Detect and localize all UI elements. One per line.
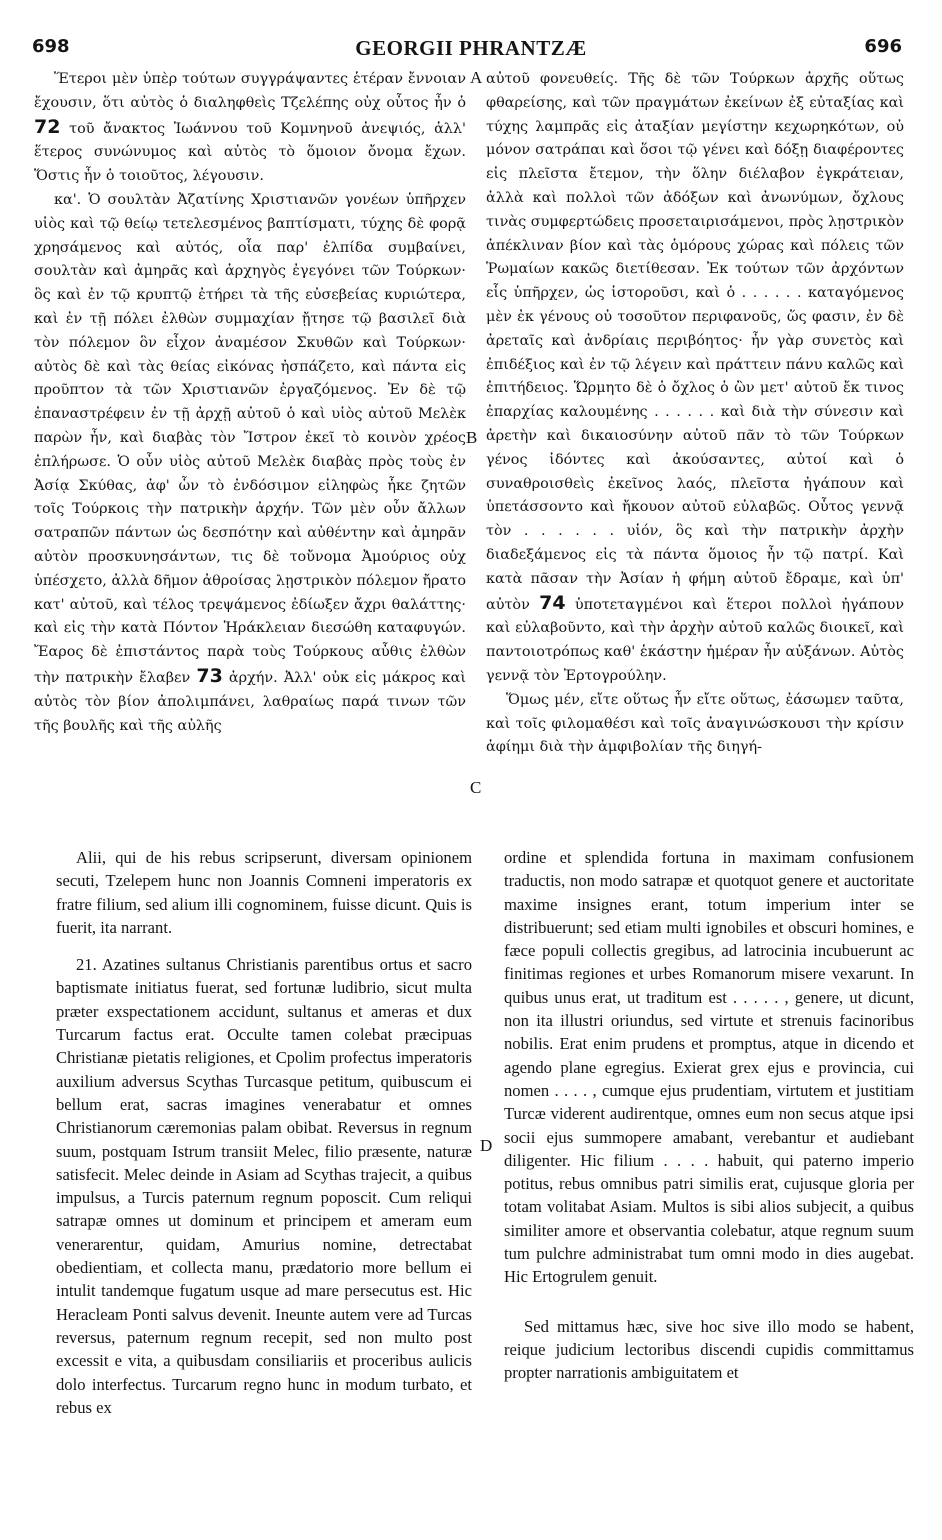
page-number-right: 696 [864, 36, 902, 57]
latin-paragraph: 21. Azatines sultanus Christianis parentibus ortus et sacro baptismate initiatus fuerat, sed fortunæ ludibrio, sicut multa præter exspectationem accidunt, sultanus et ameras et dux Turcarum factus erat. Occulte tamen colebat præcipuas Christianæ pietatis religiones, et Cpolim profectus imperatoris auxilium adversus Scythas Turcasque petitum, quibuscum ei bellum erat, sacras imagines venerabatur et omnes Christianorum cæremonias palam obibat. Reversus in regnum suum, postquam Istrum transiit Melec, filio præsente, naturæ satisfecit. Melec deinde in Asiam ad Scythas trajecit, a quibus impulsus, a Turcis paternum regnum poposcit. Cum reliqui satrapæ omnes ut dominum et principem et ameram eum venerarentur, quidam, Amurius nomine, detrectabat obedientiam, et collecta manu, prædatorio more bellum ei intulit tandemque fugatum usque ad mare persecutus est. Hic Heracleam Ponti salvus devenit. Ineunte autem vere ad Turcas reversus, paternum regnum recepit, sed non multo post excessit e vita, a quibusdam consiliariis et proceribus aulicis dolo interfectus. Turcarum regno hunc in modum turbato, et rebus ex [56, 955, 472, 1417]
margin-letter-d: D [480, 1136, 493, 1155]
running-title: GEORGII PHRANTZÆ [355, 36, 587, 60]
greek-paragraph: Ὅμως μέν, εἴτε οὕτως ἦν εἴτε οὕτως, ἐάσωμεν ταῦτα, καὶ τοῖς φιλομαθέσι καὶ τοῖς ἀναγινώσκουσι τὴν κρίσιν ἀφίημι διὰ τὴν ἀμφιβολίαν τῆς διηγή- [486, 691, 904, 756]
running-header [0, 34, 942, 64]
greek-column-right [486, 68, 904, 760]
greek-paragraph: κα'. Ὁ σουλτὰν Ἀζατίνης Χριστιανῶν γονέων ὑπῆρχεν υἱὸς καὶ τῷ θείῳ τετελεσμένος βαπτίσματι, τύχης δὲ φορᾷ χρησάμενος καὶ αὐτός, οἷα παρ' ἐλπίδα συμβαίνει, σουλτὰν καὶ ἀμηρᾶς καὶ ἀρχηγὸς ἐγεγόνει τῶν Τούρκων· ὃς καὶ ἐν τῷ κρυπτῷ ἐτήρει τὰ τῆς εὐσεβείας κυριώτερα, καὶ ἐν τῇ πόλει ἐλθὼν συμμαχίαν ᾔτησε τῷ βασιλεῖ διὰ τὸν πόλεμον ὃν εἶχον ἀναμέσον Σκυθῶν καὶ Τούρκων· αὐτὸς δὲ καὶ τὰς θείας εἰκόνας ἠσπάζετο, καὶ πάντα εἰς προῦπτον τὰ τῶν Χριστιανῶν ἐργαζόμενος. Ἐν δὲ τῷ ἐπαναστρέφειν ἐν τῇ ἀρχῇ αὐτοῦ ὁ καὶ υἱὸς αὐτοῦ Μελὲκ παρὼν ἦν, καὶ διαβὰς τὸν Ἴστρον ἐκεῖ τὸ κοινὸν χρέος ἐπλήρωσε. Ὁ οὖν υἱὸς αὐτοῦ Μελὲκ διαβὰς πρὸς τοὺς ἐν Ἀσίᾳ Σκύθας, ἀφ' ὧν τὸ ἐνδόσιμον εἰληφὼς ἧκε ζητῶν τοῖς Τούρκοις τὴν πατρικὴν ἀρχήν. Τῶν μὲν οὖν ἄλλων σατραπῶν πάντων ὡς δεσπότην καὶ αὐθέντην καὶ ἀμηρᾶν αὐτὸν προσκυνησάντων, τις δὲ τοὔνομα Ἀμούριος οὐχ ὑπέσχετο, ἀλλὰ δῆμον ἀθροίσας λῃστρικὸν πόλεμον ἤρατο κατ' αὐτοῦ, καὶ τέλος τρεψάμενος ἐδίωξεν ἄχρι θαλάττης· καὶ εἰς τὴν κατὰ Πόντον Ἡράκλειαν διεσώθη καταφυγών. Ἔαρος δὲ ἐπιστάντος παρὰ τοὺς Τούρκους αὖθις ἐλθὼν τὴν πατρικὴν ἔλαβεν 73 ἀρχήν. Ἀλλ' οὐκ εἰς μάκρος καὶ αὐτὸς τὸν βίον ἀπολιμπάνει, λαθραίως παρά τινων τῶν τῆς βουλῆς καὶ τῆς αὐλῆς [34, 191, 467, 734]
latin-paragraph: Sed mittamus hæc, sive hoc sive illo modo se habent, reique judicium lectoribus discendi cupidis committamus propter narrationis ambiguitatem et [504, 1316, 914, 1383]
folio-marker: 74 [539, 591, 566, 614]
folio-marker: 72 [34, 115, 61, 138]
folio-marker: 73 [196, 664, 223, 687]
page-number-left: 698 [32, 36, 70, 57]
greek-paragraph: Ἕτεροι μὲν ὑπὲρ τούτων συγγράψαντες ἑτέραν ἔννοιαν ἔχουσιν, ὅτι αὐτὸς ὁ διαληφθεὶς Τζελέπης οὐχ οὗτος ἦν ὁ 72 τοῦ ἄνακτος Ἰωάννου τοῦ Κομνηνοῦ ἀνεψιός, ἀλλ' ἕτερος συνώνυμος καὶ αὐτὸς τὸ ὅμοιον ὄνομα ἔχων. Ὅστις ἦν ὁ τοιοῦτος, λέγουσιν. [34, 71, 467, 185]
margin-letter-b: B [466, 428, 478, 447]
margin-letter-c: C [470, 778, 482, 797]
margin-letter-a: A [470, 68, 483, 87]
latin-paragraph: ordine et splendida fortuna in maximam confusionem traductis, non modo satrapæ et quotquot genere et auctoritate maxime insignes erant, totum imperium inter se distribuerunt; sed etiam multi ignobiles et obscuri homines, e fæce populi collectis gregibus, ad latrocinia incubuerunt ac finitimas regiones et urbes Romanorum misere vexarunt. In quibus unus erat, ut traditum est . . . . . , genere, ut dicunt, non ita illustri oriundus, sed virtute et strenuis facinoribus nobilis. Erat enim prudens et promptus, atque in dicendo et agendo plane egregius. Exierat grex ejus e provincia, cui nomen . . . . , cumque ejus prudentiam, virtutem et justitiam Turcæ viderent audirentque, omnes eum non secus atque ipsi socii ejus summopere amabant, verebantur et audiebant diligenter. Hic filium . . . . habuit, qui paterno imperio potitus, rebus omnibus patri similis erat, cujusque gloria per totam volitabat Asiam. Multos is sibi alios subjecit, a quibus similiter amore et observantia colebatur, atque regnum suum tum pulchre administrabat tum omni modo in dies augebat. Hic Ertogrulem genuit. [504, 848, 914, 1287]
latin-paragraph: Alii, qui de his rebus scripserunt, diversam opinionem secuti, Tzelepem hunc non Joannis Comneni imperatoris ex fratre filium, sed alium illi cognominem, fuisse dicunt. Quis is fuerit, ita narrant. [56, 848, 472, 937]
latin-column-right [504, 846, 914, 1385]
greek-paragraph: αὐτοῦ φονευθείς. Τῆς δὲ τῶν Τούρκων ἀρχῆς οὕτως φθαρείσης, καὶ τῶν πραγμάτων ἐκείνων ἐξ εὐταξίας καὶ τύχης λαμπρᾶς εἰς ἀταξίαν μεγίστην κεχωρηκότων, οὐ μόνον σατράπαι καὶ ὅσοι τῷ γένει καὶ δόξῃ διαφέροντες εἰς πλεῖστα ἔτεμον, τὴν ὅλην διέλαβον ἐγκράτειαν, ἀλλὰ καὶ πολλοὶ τῶν ἀδόξων καὶ ἀνωνύμων, ὄχλους τινὰς συμφερτώδεις προσεταιρισάμενοι, πρὸς λῃστρικὸν ἀπέκλιναν βίον καὶ τὰς ὁμόρους χώρας καὶ πόλεις τῶν Ῥωμαίων κακῶς διετίθεσαν. Ἐκ τούτων τῶν ἀρχόντων εἷς ὑπῆρχεν, ὡς ἱστοροῦσι, καὶ ὁ . . . . . . καταγόμενος μὲν ἐκ γένους οὐ τοσοῦτον περιφανοῦς, ὥς φασιν, ἐν δὲ ἀρεταῖς καὶ ἀνδρίαις περιβόητος· ἦν γὰρ συνετὸς καὶ ἐπιδέξιος καὶ ἐν τῷ λέγειν καὶ πράττειν πάνυ καλῶς καὶ ἐπιτήδειος. Ὥρμητο δὲ ὁ ὄχλος ὁ ὢν μετ' αὐτοῦ ἔκ τινος ἐπαρχίας καλουμένης . . . . . . καὶ διὰ τὴν σύνεσιν καὶ ἀρετὴν καὶ δικαιοσύνην αὐτοῦ πᾶν τὸ τῶν Τούρκων γένος ἰδόντες καὶ ἀκούσαντες, αὐτοί καὶ ὁ συναθροισθεὶς ἐκεῖνος λαός, πλεῖστα ἠγάπουν καὶ ὑπετάσσοντο καὶ ἤκουον αὐτοῦ εὐλαβῶς. Οὗτος γεννᾷ τὸν . . . . . . υἱόν, ὃς καὶ τὴν πατρικὴν ἀρχὴν διαδεξάμενος εἰς τὰ πάντα ὅμοιος ἦν τῷ πατρί. Καὶ κατὰ πᾶσαν τὴν Ἀσίαν ἡ φήμη αὐτοῦ ἔδραμε, καὶ ὑπ' αὐτὸν 74 ὑποτεταγμένοι καὶ ἕτεροι πολλοὶ ἠγάπουν καὶ εὐλαβοῦντο, καὶ τὴν ἀρχὴν αὐτοῦ καλῶς διοικεῖ, καὶ παντοιοτρόπως καθ' ἑκάστην ἡμέραν ἦν αὐξάνων. Αὐτὸς γεννᾷ τὸν Ἐρτογρούλην. [486, 71, 904, 684]
greek-column-left [34, 68, 466, 738]
latin-column-left [56, 846, 472, 1419]
